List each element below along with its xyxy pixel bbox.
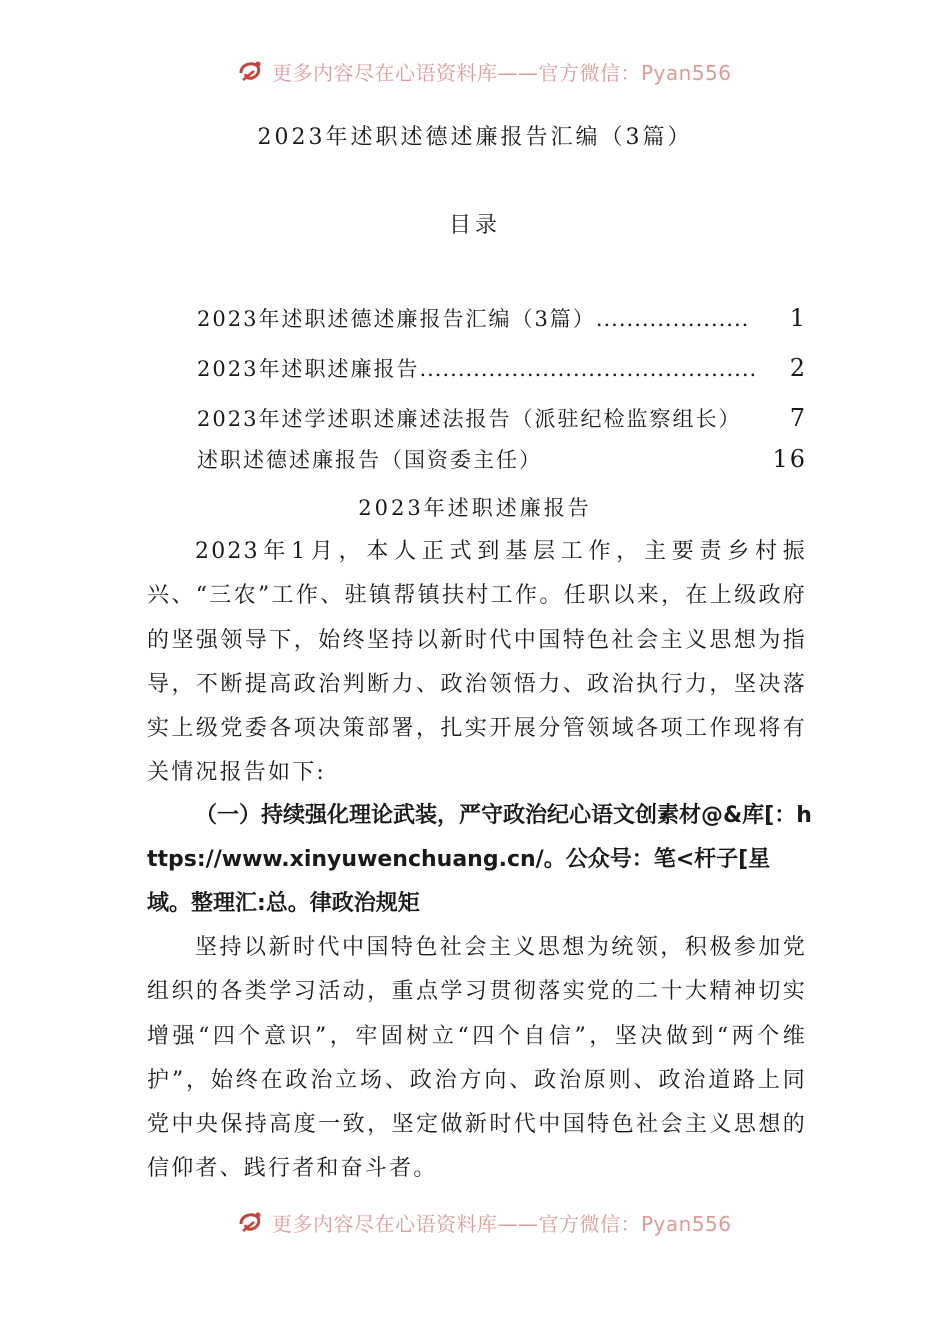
watermark-text: 更多内容尽在心语资料库——官方微信：Pyan556	[272, 60, 732, 85]
toc-entry-leader: ....................	[595, 307, 750, 331]
logo-icon	[238, 59, 264, 83]
toc-entry-page: 1	[789, 304, 807, 332]
logo-icon	[238, 1210, 264, 1234]
toc-entry[interactable]	[197, 444, 807, 474]
toc-entry[interactable]	[197, 403, 807, 433]
toc-entry-title: 2023年述学述职述廉述法报告（派驻纪检监察组长）	[197, 407, 742, 431]
watermark-top	[238, 56, 758, 86]
toc-entry[interactable]	[197, 353, 807, 383]
toc-entry[interactable]	[197, 303, 807, 333]
subsection-heading: （一）持续强化理论武装，严守政治纪心语文创素材@&库[：https://www.xinyuwenchuang.cn/。公众号：笔<杆子[星域。整理汇:总。律政治规矩	[147, 803, 812, 916]
toc-entry-leader: ............................................	[419, 357, 758, 381]
watermark-bottom	[238, 1207, 758, 1237]
toc-entry-page: 16	[772, 445, 807, 473]
toc-entry-title: 2023年述职述廉报告	[197, 357, 420, 381]
body-paragraph: 2023年1月，本人正式到基层工作，主要责乡村振兴、“三农”工作、驻镇帮镇扶村工作。任职以来，在上级政府的坚强领导下，始终坚持以新时代中国特色社会主义思想为指导，不断提高政治判断力、政治领悟力、政治执行力，坚决落实上级党委各项决策部署，扎实开展分管领域各项工作现将有关情况报告如下:	[147, 539, 807, 786]
toc-entry-page: 7	[789, 404, 807, 432]
toc-entry-page: 2	[789, 354, 807, 382]
toc-entry-title: 2023年述职述德述廉报告汇编（3篇）	[197, 307, 596, 331]
section-title: 2023年述职述廉报告	[358, 496, 592, 520]
document-title: 2023年述职述德述廉报告汇编（3篇）	[257, 125, 693, 150]
toc-heading: 目录	[448, 213, 501, 238]
body-paragraph: 坚持以新时代中国特色社会主义思想为统领，积极参加党组织的各类学习活动，重点学习贯彻落实党的二十大精神切实增强“四个意识”，牢固树立“四个自信”，坚决做到“两个维护”，始终在政治立场、政治方向、政治原则、政治道路上同党中央保持高度一致，坚定做新时代中国特色社会主义思想的信仰者、践行者和奋斗者。	[147, 935, 807, 1182]
watermark-text: 更多内容尽在心语资料库——官方微信：Pyan556	[272, 1211, 732, 1236]
toc-entry-title: 述职述德述廉报告（国资委主任）	[197, 448, 542, 472]
